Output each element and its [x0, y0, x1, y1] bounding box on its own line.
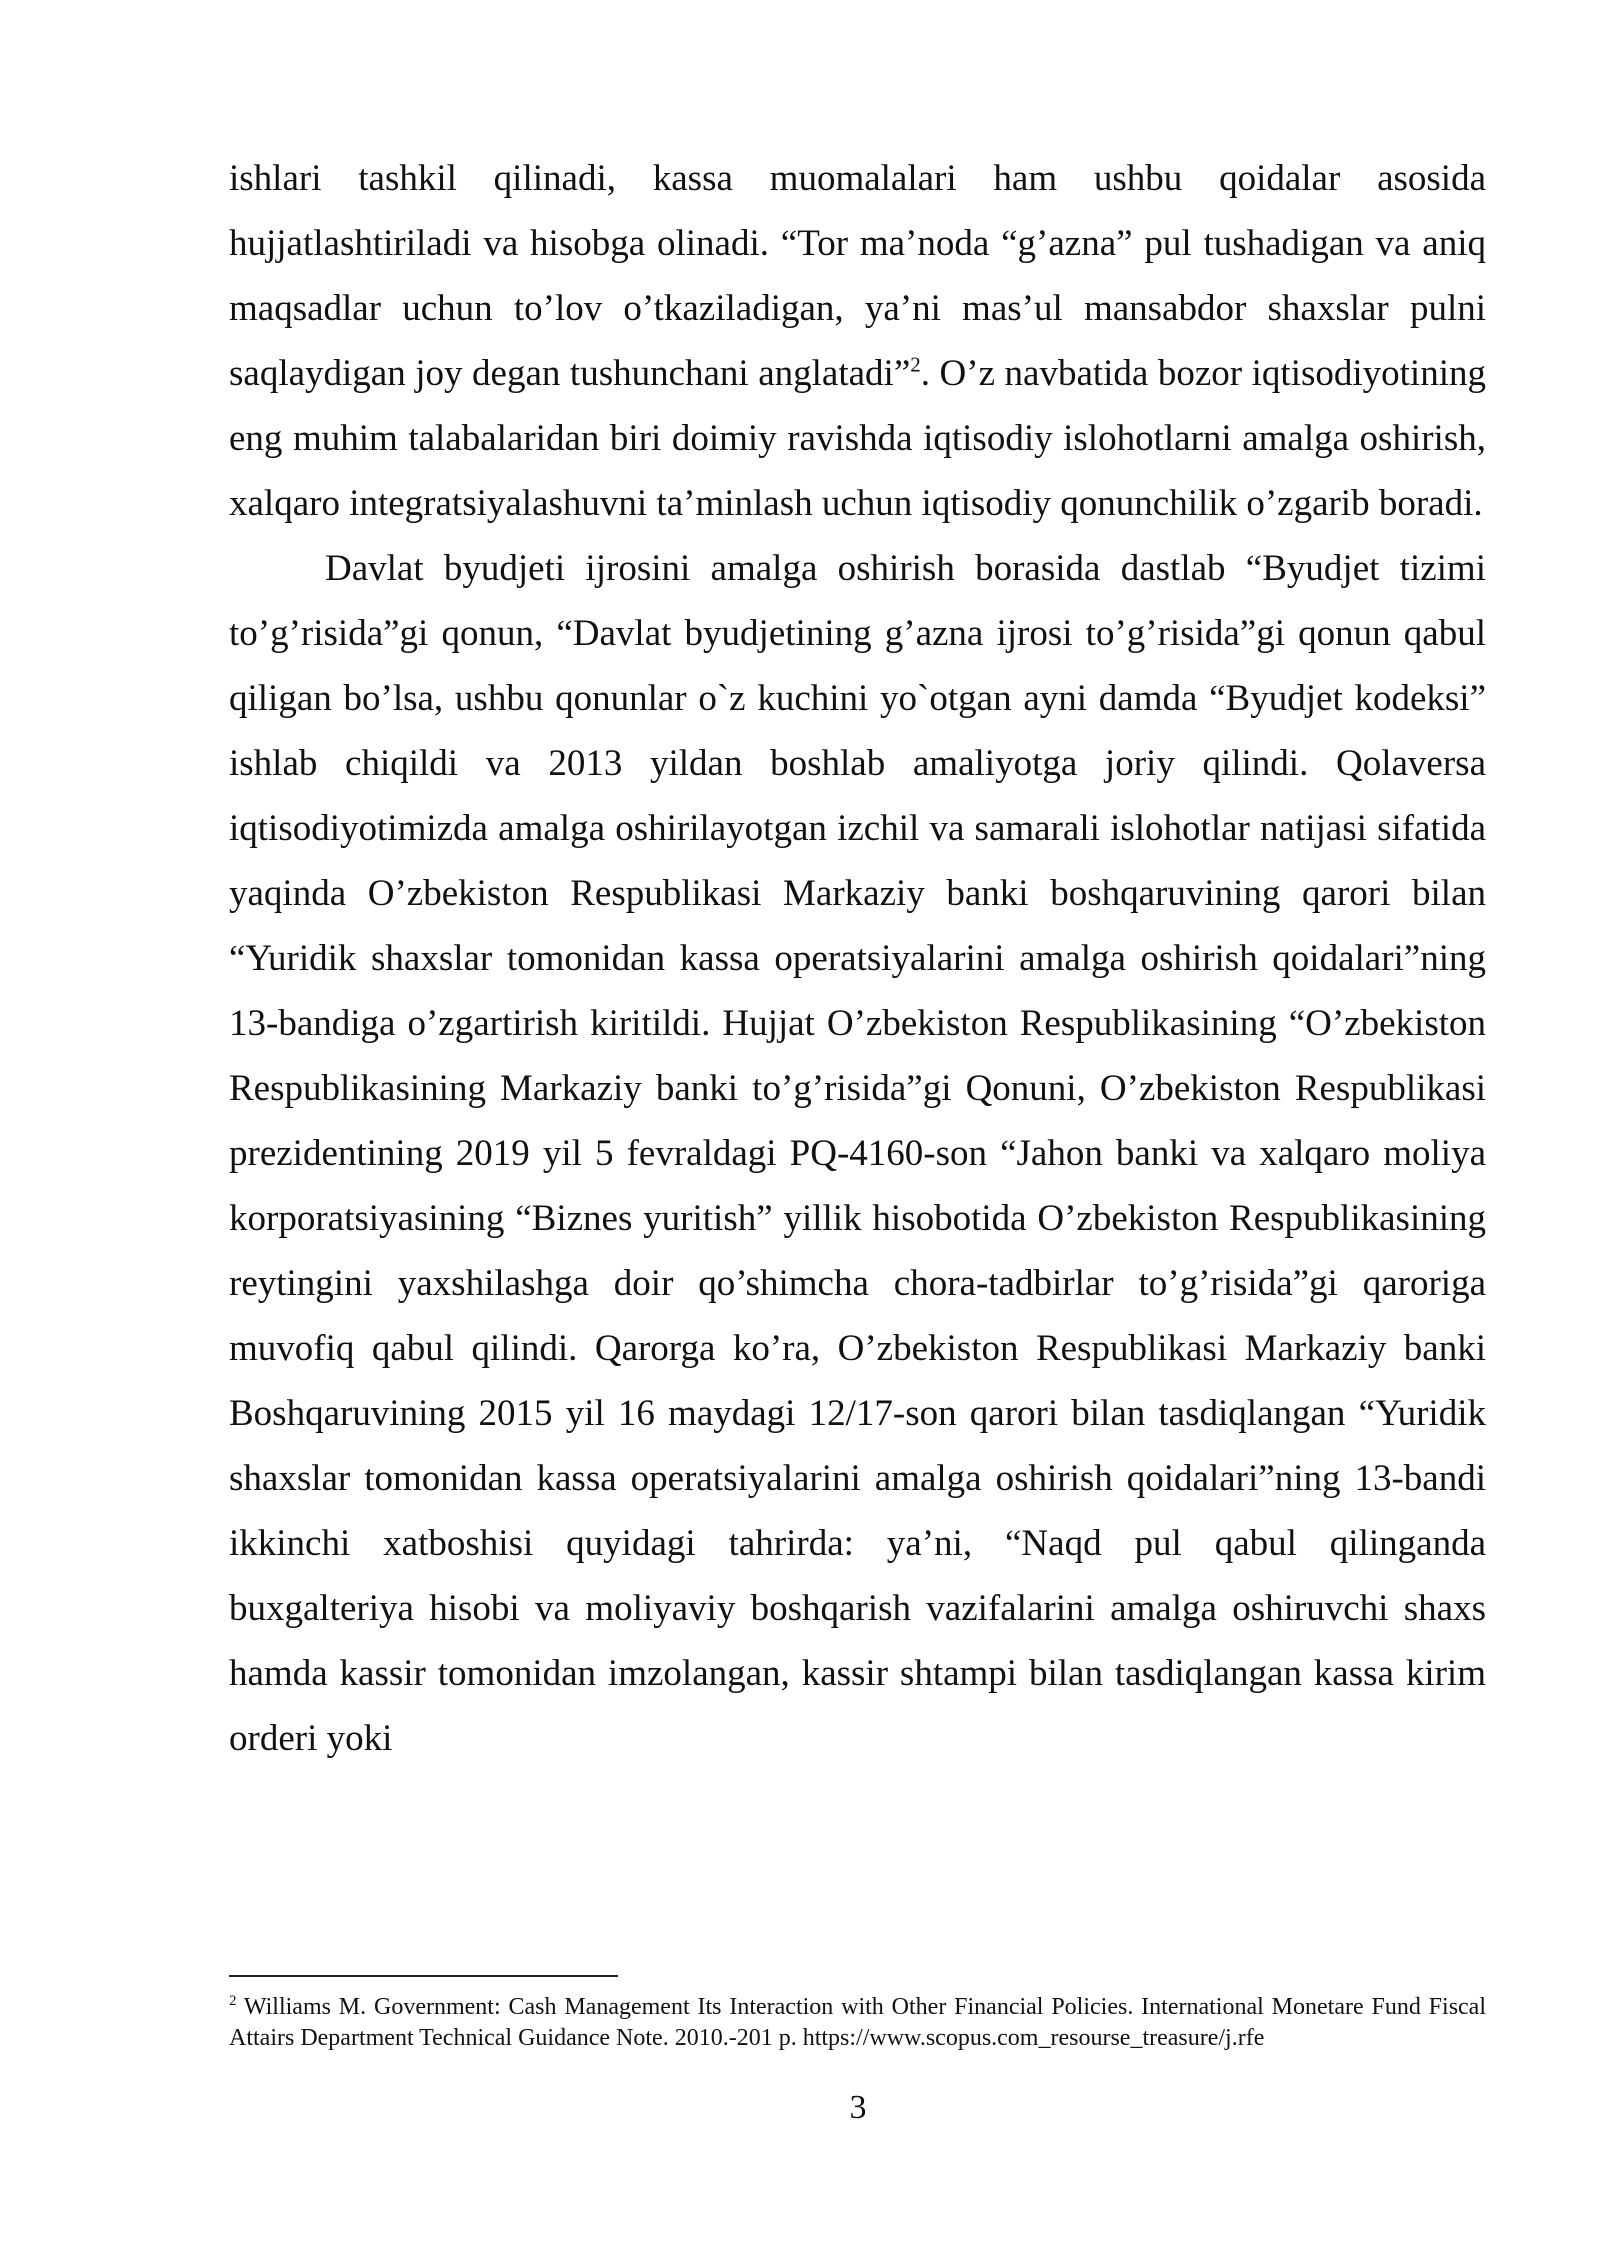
footnote-separator [229, 1975, 618, 1977]
footnote-text: Williams M. Government: Cash Management Its Interaction with Other Financial Policies. International Monetare Fund Fiscal Attairs Department Technical Guidance Note. 2010.-201 p. https://www.scopus.com_resourse_treasure/j.rfe [229, 1994, 1486, 2051]
page-number: 3 [849, 2089, 867, 2126]
footnote-number: 2 [229, 1993, 237, 2009]
footnote [229, 1992, 1486, 2054]
paragraph-1-text-before-ref: ishlari tashkil qilinadi, kassa muomalalari ham ushbu qoidalar asosida hujjatlashtiriladi va hisobga olinadi. “Tor ma’noda “g’azna” pul tushadigan va aniq maqsadlar uchun to’lov o’tkaziladigan, ya’ni mas’ul mansabdor shaxslar pulni saqlaydigan joy degan tushunchani anglatadi” [229, 158, 1486, 394]
paragraph-1-text-after-ref: . O’z navbatida bozor iqtisodiyotining eng muhim talabalaridan biri doimiy ravishda iqtisodiy islohotlarni amalga oshirish, xalqaro integratsiyalashuvni ta’minlash uchun iqtisodiy qonunchilik o’zgarib boradi. [229, 353, 1486, 524]
paragraph-1 [229, 146, 1486, 536]
paragraph-2: Davlat byudjeti ijrosini amalga oshirish borasida dastlab “Byudjet tizimi to’g’risida”gi qonun, “Davlat byudjetining g’azna ijrosi to’g’risida”gi qonun qabul qiligan bo’lsa, ushbu qonunlar o`z kuchini yo`otgan ayni damda “Byudjet kodeksi” ishlab chiqildi va 2013 yildan boshlab amaliyotga joriy qilindi. Qolaversa iqtisodiyotimizda amalga oshirilayotgan izchil va samarali islohotlar natijasi sifatida yaqinda O’zbekiston Respublikasi Markaziy banki boshqaruvining qarori bilan “Yuridik shaxslar tomonidan kassa operatsiyalarini amalga oshirish qoidalari”ning 13-bandiga o’zgartirish kiritildi. Hujjat O’zbekiston Respublikasining “O’zbekiston Respublikasining Markaziy banki to’g’risida”gi Qonuni, O’zbekiston Respublikasi prezidentining 2019 yil 5 fevraldagi PQ-4160-son “Jahon banki va xalqaro moliya korporatsiyasining “Biznes yuritish” yillik hisobotida O’zbekiston Respublikasining reytingini yaxshilashga doir qo’shimcha chora-tadbirlar to’g’risida”gi qaroriga muvofiq qabul qilindi. Qarorga ko’ra, O’zbekiston Respublikasi Markaziy banki Boshqaruvining 2015 yil 16 maydagi 12/17-son qarori bilan tasdiqlangan “Yuridik shaxslar tomonidan kassa operatsiyalarini amalga oshirish qoidalari”ning 13-bandi ikkinchi xatboshisi quyidagi tahrirda: ya’ni, “Naqd pul qabul qilinganda buxgalteriya hisobi va moliyaviy boshqarish vazifalarini amalga oshiruvchi shaxs hamda kassir tomonidan imzolangan, kassir shtampi bilan tasdiqlangan kassa kirim orderi yoki [229, 548, 1486, 1759]
body-text [229, 146, 1486, 1771]
footnote-reference[interactable]: 2 [910, 352, 921, 377]
